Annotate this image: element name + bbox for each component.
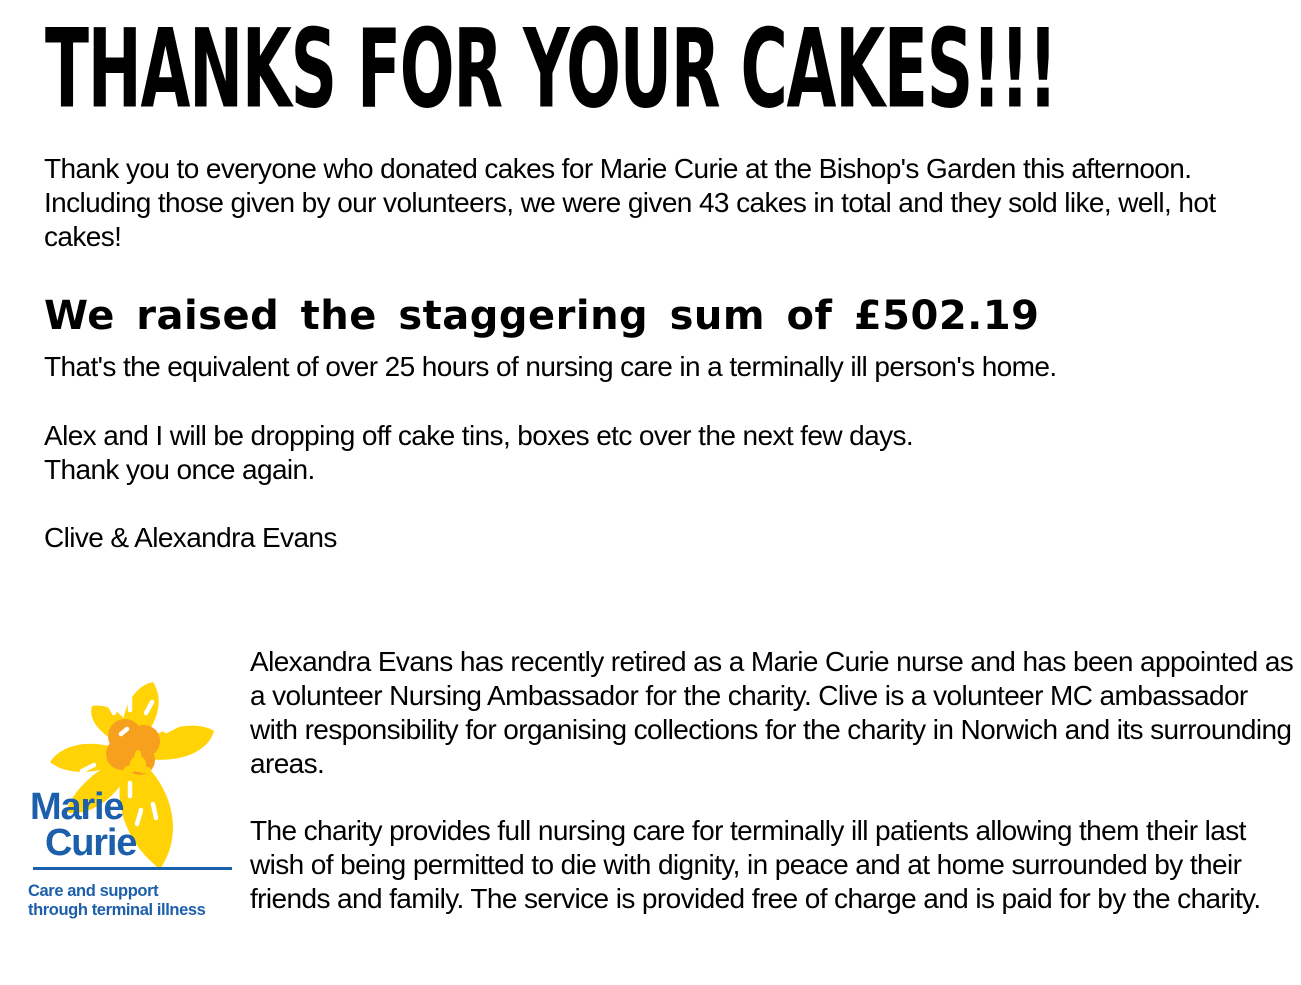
about-paragraph-1: Alexandra Evans has recently retired as a Marie Curie nurse and has been appointed as a volunteer Nursing Ambassador for the charity. Clive is a volunteer MC ambassador with responsibility for organising collections for the charity in Norwich and its surrounding areas. [250, 646, 1294, 779]
brand-line-curie: Curie [45, 822, 137, 864]
tagline-line-2: through terminal illness [28, 901, 206, 919]
followup-paragraph [44, 419, 1294, 487]
logo-divider [33, 867, 232, 870]
tagline-line-1: Care and support [28, 882, 159, 900]
brand-wordmark [30, 786, 137, 864]
intro-paragraph: Thank you to everyone who donated cakes for Marie Curie at the Bishop's Garden this afternoon. Including those given by our volunteers, we were given 43 cakes in total and they sold like, well, hot cakes! [44, 153, 1216, 252]
about-section [250, 645, 1295, 916]
brand-line-marie: Marie [30, 786, 124, 828]
raised-sum-heading: We raised the staggering sum of £502.19 [44, 293, 1040, 339]
headline: THANKS FOR YOUR CAKES!!! [45, 4, 1057, 133]
followup-line-1: Alex and I will be dropping off cake tins, boxes etc over the next few days. [44, 420, 914, 451]
followup-line-2: Thank you once again. [44, 454, 315, 485]
marie-curie-logo [20, 655, 255, 955]
raised-sum-subtext: That's the equivalent of over 25 hours of nursing care in a terminally ill person's home. [44, 351, 1057, 382]
signature: Clive & Alexandra Evans [44, 522, 337, 553]
logo-tagline [28, 882, 205, 920]
about-paragraph-2: The charity provides full nursing care for terminally ill patients allowing them their last wish of being permitted to die with dignity, in peace and at home surrounded by their friends and family. The service is provided free of charge and is paid for by the charity. [250, 815, 1261, 914]
